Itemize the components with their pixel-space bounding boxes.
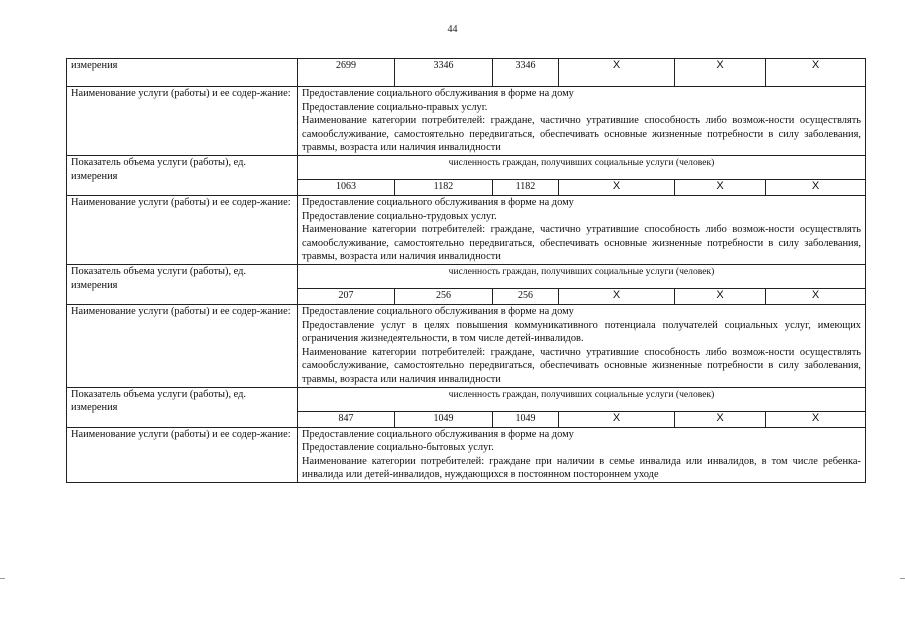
indicator-row — [67, 387, 866, 411]
service-description — [298, 87, 866, 156]
service-description — [298, 427, 866, 482]
indicator-label: Показатель объема услуги (работы), ед. измерения — [67, 264, 298, 304]
value-cell: 1049 — [395, 411, 493, 427]
service-line: Предоставление социального обслуживания в форме на дому — [302, 88, 574, 99]
indicator-label: Показатель объема услуги (работы), ед. измерения — [67, 155, 298, 195]
scan-edge-mark — [0, 578, 5, 579]
value-cell: X — [766, 59, 866, 87]
value-cell: 3346 — [395, 59, 493, 87]
value-cell: 2699 — [298, 59, 395, 87]
service-label: Наименование услуги (работы) и ее содер-жание: — [67, 87, 298, 156]
service-label: Наименование услуги (работы) и ее содер-жание: — [67, 304, 298, 387]
value-cell: 3346 — [493, 59, 559, 87]
service-description — [298, 195, 866, 264]
value-cell: X — [675, 288, 766, 304]
service-line: Наименование категории потребителей: граждане, частично утратившие способность либо возмож-ности осуществлять самообслуживание, самостоятельно передвигаться, обеспечивать основные жизненные потребности в силу заболевания, травмы, возраста или наличия инвалидности — [302, 346, 861, 385]
value-cell: X — [559, 411, 675, 427]
indicator-row — [67, 155, 866, 179]
service-line: Предоставление социально-бытовых услуг. — [302, 442, 494, 454]
value-cell: 847 — [298, 411, 395, 427]
table-row — [67, 59, 866, 87]
indicator-row — [67, 264, 866, 288]
value-cell: X — [559, 179, 675, 195]
value-cell: 1182 — [493, 179, 559, 195]
service-line: Предоставление социального обслуживания в форме на дому — [302, 428, 574, 440]
indicator-text: численность граждан, получивших социальные услуги (человек) — [298, 155, 866, 179]
service-description — [298, 304, 866, 387]
service-row — [67, 304, 866, 387]
service-line: Наименование категории потребителей: граждане, частично утратившие способность либо возмож-ности осуществлять самообслуживание, самостоятельно передвигаться, обеспечивать основные жизненные потребности в силу заболевания, травмы, возраста или наличия инвалидности — [302, 224, 861, 263]
service-line: Предоставление услуг в целях повышения коммуникативного потенциала получателей социальных услуг, имеющих ограничения жизнедеятельности, в том числе детей-инвалидов. — [302, 319, 861, 345]
value-cell: X — [766, 288, 866, 304]
service-line: Предоставление социального обслуживания в форме на дому — [302, 305, 574, 317]
value-cell: X — [766, 411, 866, 427]
service-row — [67, 195, 866, 264]
service-row — [67, 87, 866, 156]
services-table — [66, 58, 866, 483]
service-label: Наименование услуги (работы) и ее содер-жание: — [67, 195, 298, 264]
value-cell: X — [675, 59, 766, 87]
scan-edge-mark — [900, 578, 905, 579]
service-label: Наименование услуги (работы) и ее содер-жание: — [67, 427, 298, 482]
value-cell: X — [559, 59, 675, 87]
value-cell: 256 — [493, 288, 559, 304]
value-cell: 207 — [298, 288, 395, 304]
indicator-label: Показатель объема услуги (работы), ед. измерения — [67, 387, 298, 427]
row-label: измерения — [67, 59, 298, 87]
value-cell: X — [675, 179, 766, 195]
indicator-text: численность граждан, получивших социальные услуги (человек) — [298, 387, 866, 411]
value-cell: X — [766, 179, 866, 195]
service-line: Предоставление социального обслуживания в форме на дому — [302, 196, 574, 208]
value-cell: X — [559, 288, 675, 304]
service-line: Наименование категории потребителей: граждане при наличии в семье инвалида или инвалидов, в том числе ребенка-инвалида или детей-инвалидов, нуждающихся в постоянном постороннем уходе — [302, 455, 861, 481]
service-row — [67, 427, 866, 482]
value-cell: 1182 — [395, 179, 493, 195]
service-line: Наименование категории потребителей: граждане, частично утратившие способность либо возмож-ности осуществлять самообслуживание, самостоятельно передвигаться, обеспечивать основные жизненные потребности в силу заболевания, травмы, возраста или наличия инвалидности — [302, 115, 861, 154]
service-line: Предоставление социально-правых услуг. — [302, 101, 488, 113]
indicator-text: численность граждан, получивших социальные услуги (человек) — [298, 264, 866, 288]
service-line: Предоставление социально-трудовых услуг. — [302, 210, 497, 222]
page-number: 44 — [447, 24, 458, 35]
value-cell: 1063 — [298, 179, 395, 195]
value-cell: X — [675, 411, 766, 427]
value-cell: 1049 — [493, 411, 559, 427]
value-cell: 256 — [395, 288, 493, 304]
